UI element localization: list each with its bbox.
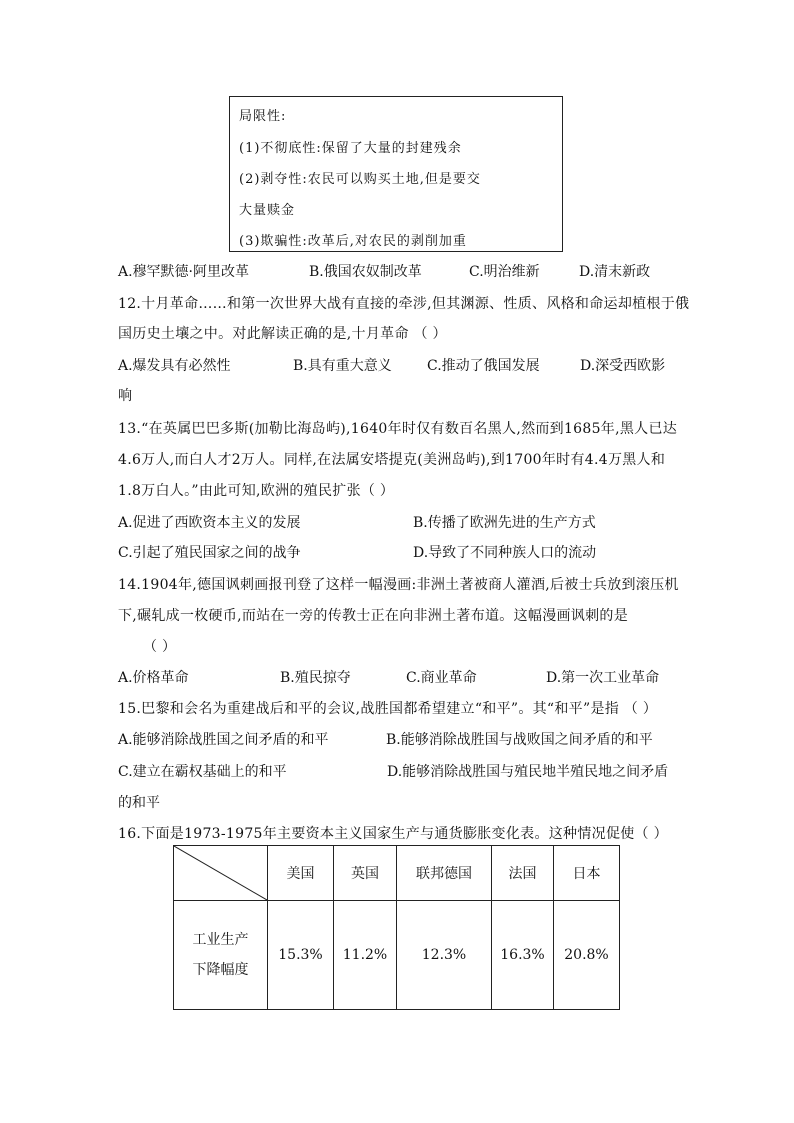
q14-stem-line: 下,碾轧成一枚硬币,而站在一旁的传教士正在向非洲土著布道。这幅漫画讽刺的是	[118, 608, 628, 624]
q12-option-d-wrap: 响	[118, 388, 132, 404]
q11-option-c: C.明治维新	[469, 264, 540, 280]
box-line: (3)欺骗性:改革后,对农民的剥削加重	[239, 234, 467, 249]
q14-answer-blank: （ ）	[143, 639, 177, 655]
q13-stem-line: 13.“在英属巴巴多斯(加勒比海岛屿),1640年时仅有数百名黑人,然而到1685年,黑人已达	[118, 421, 678, 437]
q15-stem-line: 15.巴黎和会名为重建战后和平的会议,战胜国都希望建立“和平”。其“和平”是指 （ ）	[118, 701, 658, 717]
q14-stem-line: 14.1904年,德国讽刺画报刊登了这样一幅漫画:非洲土著被商人灌酒,后被士兵放到滚压机	[118, 577, 679, 593]
production-table	[173, 845, 620, 1010]
q13-option-c: C.引起了殖民国家之间的战争	[118, 545, 301, 561]
row-header-line: 工业生产	[192, 932, 249, 948]
q11-option-b: B.俄国农奴制改革	[309, 264, 422, 280]
table-cell: 20.8%	[554, 901, 620, 1010]
table-cell: 12.3%	[397, 901, 492, 1010]
q12-stem-line: 国历史土壤之中。对此解读正确的是,十月革命 （ ）	[118, 326, 447, 342]
q15-option-d: D.能够消除战胜国与殖民地半殖民地之间矛盾	[387, 764, 669, 780]
q13-option-d: D.导致了不同种族人口的流动	[413, 545, 597, 561]
q13-stem-line: 1.8万白人。”由此可知,欧洲的殖民扩张（ ）	[118, 483, 395, 499]
q16-stem-line: 16.下面是1973-1975年主要资本主义国家生产与通货膨胀变化表。这种情况促使（ ）	[118, 826, 668, 842]
box-line: (1)不彻底性:保留了大量的封建残余	[239, 141, 462, 156]
column-header: 联邦德国	[397, 846, 492, 901]
column-header: 英国	[334, 846, 397, 901]
q14-option-b: B.殖民掠夺	[280, 670, 351, 686]
q15-option-b: B.能够消除战胜国与战败国之间矛盾的和平	[386, 732, 653, 748]
diagonal-line	[174, 846, 267, 900]
q14-option-d: D.第一次工业革命	[546, 670, 660, 686]
q14-option-c: C.商业革命	[406, 670, 477, 686]
box-line: (2)剥夺性:农民可以购买土地,但是要交	[239, 172, 481, 187]
q14-option-a: A.价格革命	[118, 670, 189, 686]
q11-option-d: D.清末新政	[579, 264, 651, 280]
box-heading: 局限性:	[239, 109, 287, 124]
q15-option-a: A.能够消除战胜国之间矛盾的和平	[118, 732, 329, 748]
box-line: 大量赎金	[239, 203, 296, 218]
q12-option-c: C.推动了俄国发展	[427, 358, 540, 374]
q12-option-d: D.深受西欧影	[580, 358, 666, 374]
column-header: 美国	[268, 846, 334, 901]
q12-option-b: B.具有重大意义	[293, 358, 392, 374]
table-header-row	[174, 846, 620, 901]
q12-stem-line: 12.十月革命……和第一次世界大战有直接的牵涉,但其渊源、性质、风格和命运却植根于俄	[118, 296, 690, 312]
column-header: 法国	[492, 846, 554, 901]
column-header: 日本	[554, 846, 620, 901]
q15-option-c: C.建立在霸权基础上的和平	[118, 764, 287, 780]
q12-option-a: A.爆发具有必然性	[118, 358, 231, 374]
q13-option-a: A.促进了西欧资本主义的发展	[118, 515, 301, 531]
row-header-line: 下降幅度	[192, 962, 249, 978]
q11-option-a: A.穆罕默德·阿里改革	[118, 264, 250, 280]
table-cell: 16.3%	[492, 901, 554, 1010]
q15-option-d-wrap: 的和平	[118, 795, 160, 811]
q13-option-b: B.传播了欧洲先进的生产方式	[413, 515, 596, 531]
table-row	[174, 901, 620, 1010]
diagonal-header-cell	[174, 846, 268, 901]
row-header	[174, 901, 268, 1010]
table-cell: 11.2%	[334, 901, 397, 1010]
q13-stem-line: 4.6万人,而白人才2万人。同样,在法属安塔提克(美洲岛屿),到1700年时有4.4万黑人和	[118, 452, 666, 468]
table-cell: 15.3%	[268, 901, 334, 1010]
limitations-box	[229, 96, 563, 252]
